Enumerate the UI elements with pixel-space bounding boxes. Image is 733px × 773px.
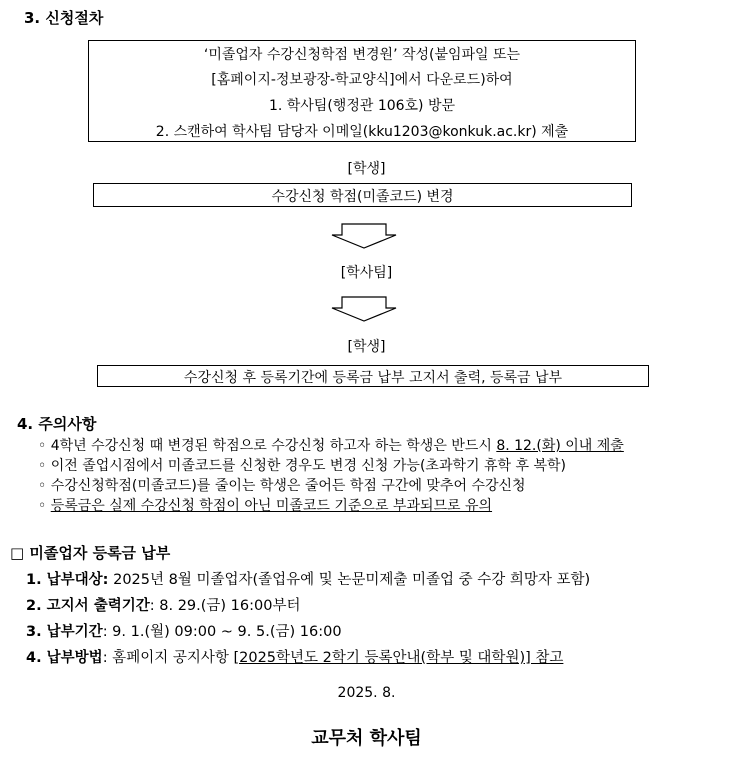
- step-box-tuition-payment-text: 수강신청 후 등록기간에 등록금 납부 고지서 출력, 등록금 납부: [183, 370, 563, 386]
- procedure-box: [88, 40, 636, 142]
- payment-item-text: 2025년 8월 미졸업자(졸업유예 및 논문미제출 미졸업 중 수강 희망자 포함): [108, 572, 591, 588]
- step-box-credit-change: [93, 183, 632, 207]
- payment-item: [26, 620, 342, 641]
- notice-item: [38, 475, 526, 495]
- procedure-line-4: 2. 스캔하여 학사팀 담당자 이메일(kku1203@konkuk.ac.kr) 제출: [155, 124, 569, 140]
- notice-text: ◦ 이전 졸업시점에서 미졸코드를 신청한 경우도 변경 신청 가능(초과학기 휴학 후 복학): [38, 458, 566, 474]
- notice-text: ◦: [38, 498, 51, 514]
- procedure-line-1: ‘미졸업자 수강신청학점 변경원’ 작성(붙임파일 또는: [203, 47, 521, 63]
- payment-item-link-text: [2025학년도 2학기 등록안내(학부 및 대학원)] 참고: [233, 650, 564, 666]
- payment-item: [26, 568, 590, 589]
- payment-item-text: : 홈페이지 공지사항: [102, 650, 234, 666]
- actor-label-student-2: [학생]: [347, 339, 386, 355]
- actor-label-student-1: [학생]: [347, 161, 386, 177]
- payment-item-label: 4. 납부방법: [26, 650, 103, 666]
- issuing-office: 교무처 학사팀: [311, 728, 422, 749]
- notice-underlined-text: 등록금은 실제 수강신청 학점이 아닌 미졸코드 기준으로 부과되므로 유의: [50, 498, 493, 514]
- document-date: 2025. 8.: [337, 685, 396, 701]
- notice-item: [38, 495, 492, 515]
- procedure-line-2: [홈페이지-정보광장-학교양식]에서 다운로드)하여: [211, 72, 513, 88]
- procedure-line-3: 1. 학사팀(행정관 106호) 방문: [268, 98, 456, 114]
- step-box-tuition-payment: [97, 365, 649, 387]
- section-4-title: 4. 주의사항: [17, 415, 97, 433]
- notice-item: [38, 435, 624, 455]
- step-box-credit-change-text: 수강신청 학점(미졸코드) 변경: [271, 189, 454, 205]
- notice-item: [38, 455, 566, 475]
- actor-label-academic-team: [학사팀]: [340, 265, 393, 281]
- payment-item: [26, 646, 563, 667]
- down-arrow-icon: [330, 296, 398, 322]
- notice-text: ◦ 수강신청학점(미졸코드)를 줄이는 학생은 줄어든 학점 구간에 맞추어 수강신청: [38, 478, 526, 494]
- payment-item-label: 1. 납부대상:: [26, 572, 109, 588]
- notice-underlined-text: 8. 12.(화) 이내 제출: [496, 438, 624, 454]
- payment-item: [26, 594, 300, 615]
- payment-item-label: 3. 납부기간: [26, 624, 103, 640]
- payment-item-text: : 9. 1.(월) 09:00 ~ 9. 5.(금) 16:00: [102, 624, 342, 640]
- section-3-title: 3. 신청절차: [24, 9, 104, 27]
- payment-item-text: : 8. 29.(금) 16:00부터: [149, 598, 301, 614]
- down-arrow-icon: [330, 223, 398, 249]
- notice-text: ◦ 4학년 수강신청 때 변경된 학점으로 수강신청 하고자 하는 학생은 반드시: [38, 438, 497, 454]
- payment-item-label: 2. 고지서 출력기간: [26, 598, 150, 614]
- payment-section-title: □ 미졸업자 등록금 납부: [10, 544, 171, 562]
